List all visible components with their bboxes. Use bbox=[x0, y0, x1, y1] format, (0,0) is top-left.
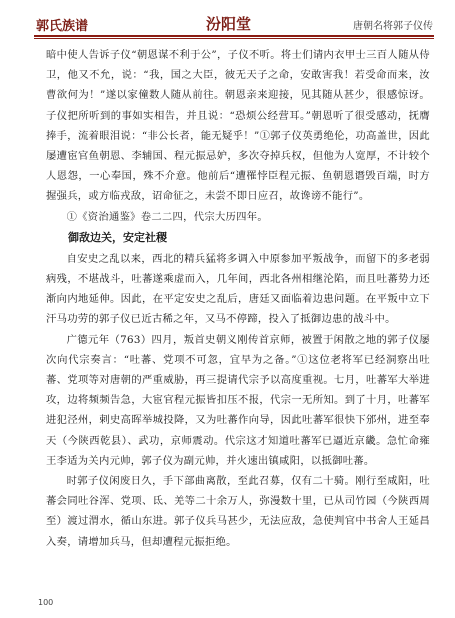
main-text bbox=[46, 45, 430, 590]
paragraph-3: 广德元年（763）四月，叛首史朝义刚传首京师，被置于闲散之地的郭子仪屡次向代宗奏言：“吐蕃、党项不可忽，宜早为之备。”①这位老将军已经洞察出吐蕃、党项等对唐朝的严重威胁，再三提请代宗予以高度重视。七月，吐蕃军大举进攻，边将频频告急，大宦官程元振皆扣压不报，代宗一无所知。到了十月，吐蕃军进犯泾州，剌史高晖举城投降，又为吐蕃作向导，因此吐蕃军很快下邠州，进至奉天（今陕西乾县）、武功，京师震动。代宗这才知道吐蕃军已逼近京畿。急忙命雍王李适为关内元帅，郭子仪为副元帅，并火速出镇咸阳，以抵御吐蕃。 bbox=[46, 333, 430, 467]
page-number: 100 bbox=[38, 598, 54, 607]
paragraph-4: 时郭子仪闲废日久，手下部曲离散，至此召募，仅有二十骑。刚行至咸阳，吐蕃会同吐谷浑、党项、氐、羌等二十余万人，弥漫数十里，已从司竹园（今陕西周至）渡过渭水，循山东进。郭子仪兵马甚少，无法应敌，急使判官中书舍人王延昌入奏，请增加兵马，但却遭程元振拒绝。 bbox=[46, 475, 430, 548]
header-center-title: 汾阳堂 bbox=[206, 15, 252, 33]
header-rule-thin bbox=[34, 38, 434, 39]
header-left-title: 郭氏族谱 bbox=[36, 19, 89, 34]
footnote: ①《资治通鉴》卷二二四，代宗大历四年。 bbox=[66, 210, 268, 223]
header-rule-thick bbox=[34, 35, 434, 37]
paragraph-1: 暗中使人告诉子仪“朝恩谋不利于公”，子仪不听。将士们请内衣甲士三百人随从侍卫，他又不允，说：“我，国之大臣，彼无天子之命，安敢害我！若受命而来，汝曹欲何为！”遂以家僮数人随从前往。朝恩亲来迎接，见其随从甚少，很感惊讶。子仪把所听到的事如实相告，并且说：“恐烦公经营耳。”朝恩听了很受感动，抚膺捧手，流着眼泪说：“非公长者，能无疑乎！”①郭子仪英勇绝伦，功高盖世，因此屡遭宦官鱼朝恩、李辅国、程元振忌妒，多次夺掉兵权，但他为人宽厚，不计较个人恩怨，一心奉国，殊不介意。他前后“遭罹悖臣程元振、鱼朝恩谮毁百端，时方握强兵，或方临戎敌，诏命征之，未尝不即日应召，故谗谤不能行”。 bbox=[46, 49, 430, 203]
paragraph-2: 自安史之乱以来，西北的精兵猛将多调入中原参加平叛战争，而留下的多老弱病残，不堪战斗，吐蕃遂乘虚而入，几年间，西北各州相继沦陷，而且吐蕃势力还渐向内地延伸。因此，在平定安史之乱后，唐廷又面临着边患问题。在平叛中立下汗马功劳的郭子仪已近古稀之年，又马不停蹄，投入了抵御边患的战斗中。 bbox=[46, 252, 430, 326]
section-heading: 御敌边关，安定社稷 bbox=[68, 230, 167, 244]
page-header bbox=[36, 12, 433, 34]
header-right-title: 唐朝名将郭子仪传 bbox=[353, 21, 433, 32]
